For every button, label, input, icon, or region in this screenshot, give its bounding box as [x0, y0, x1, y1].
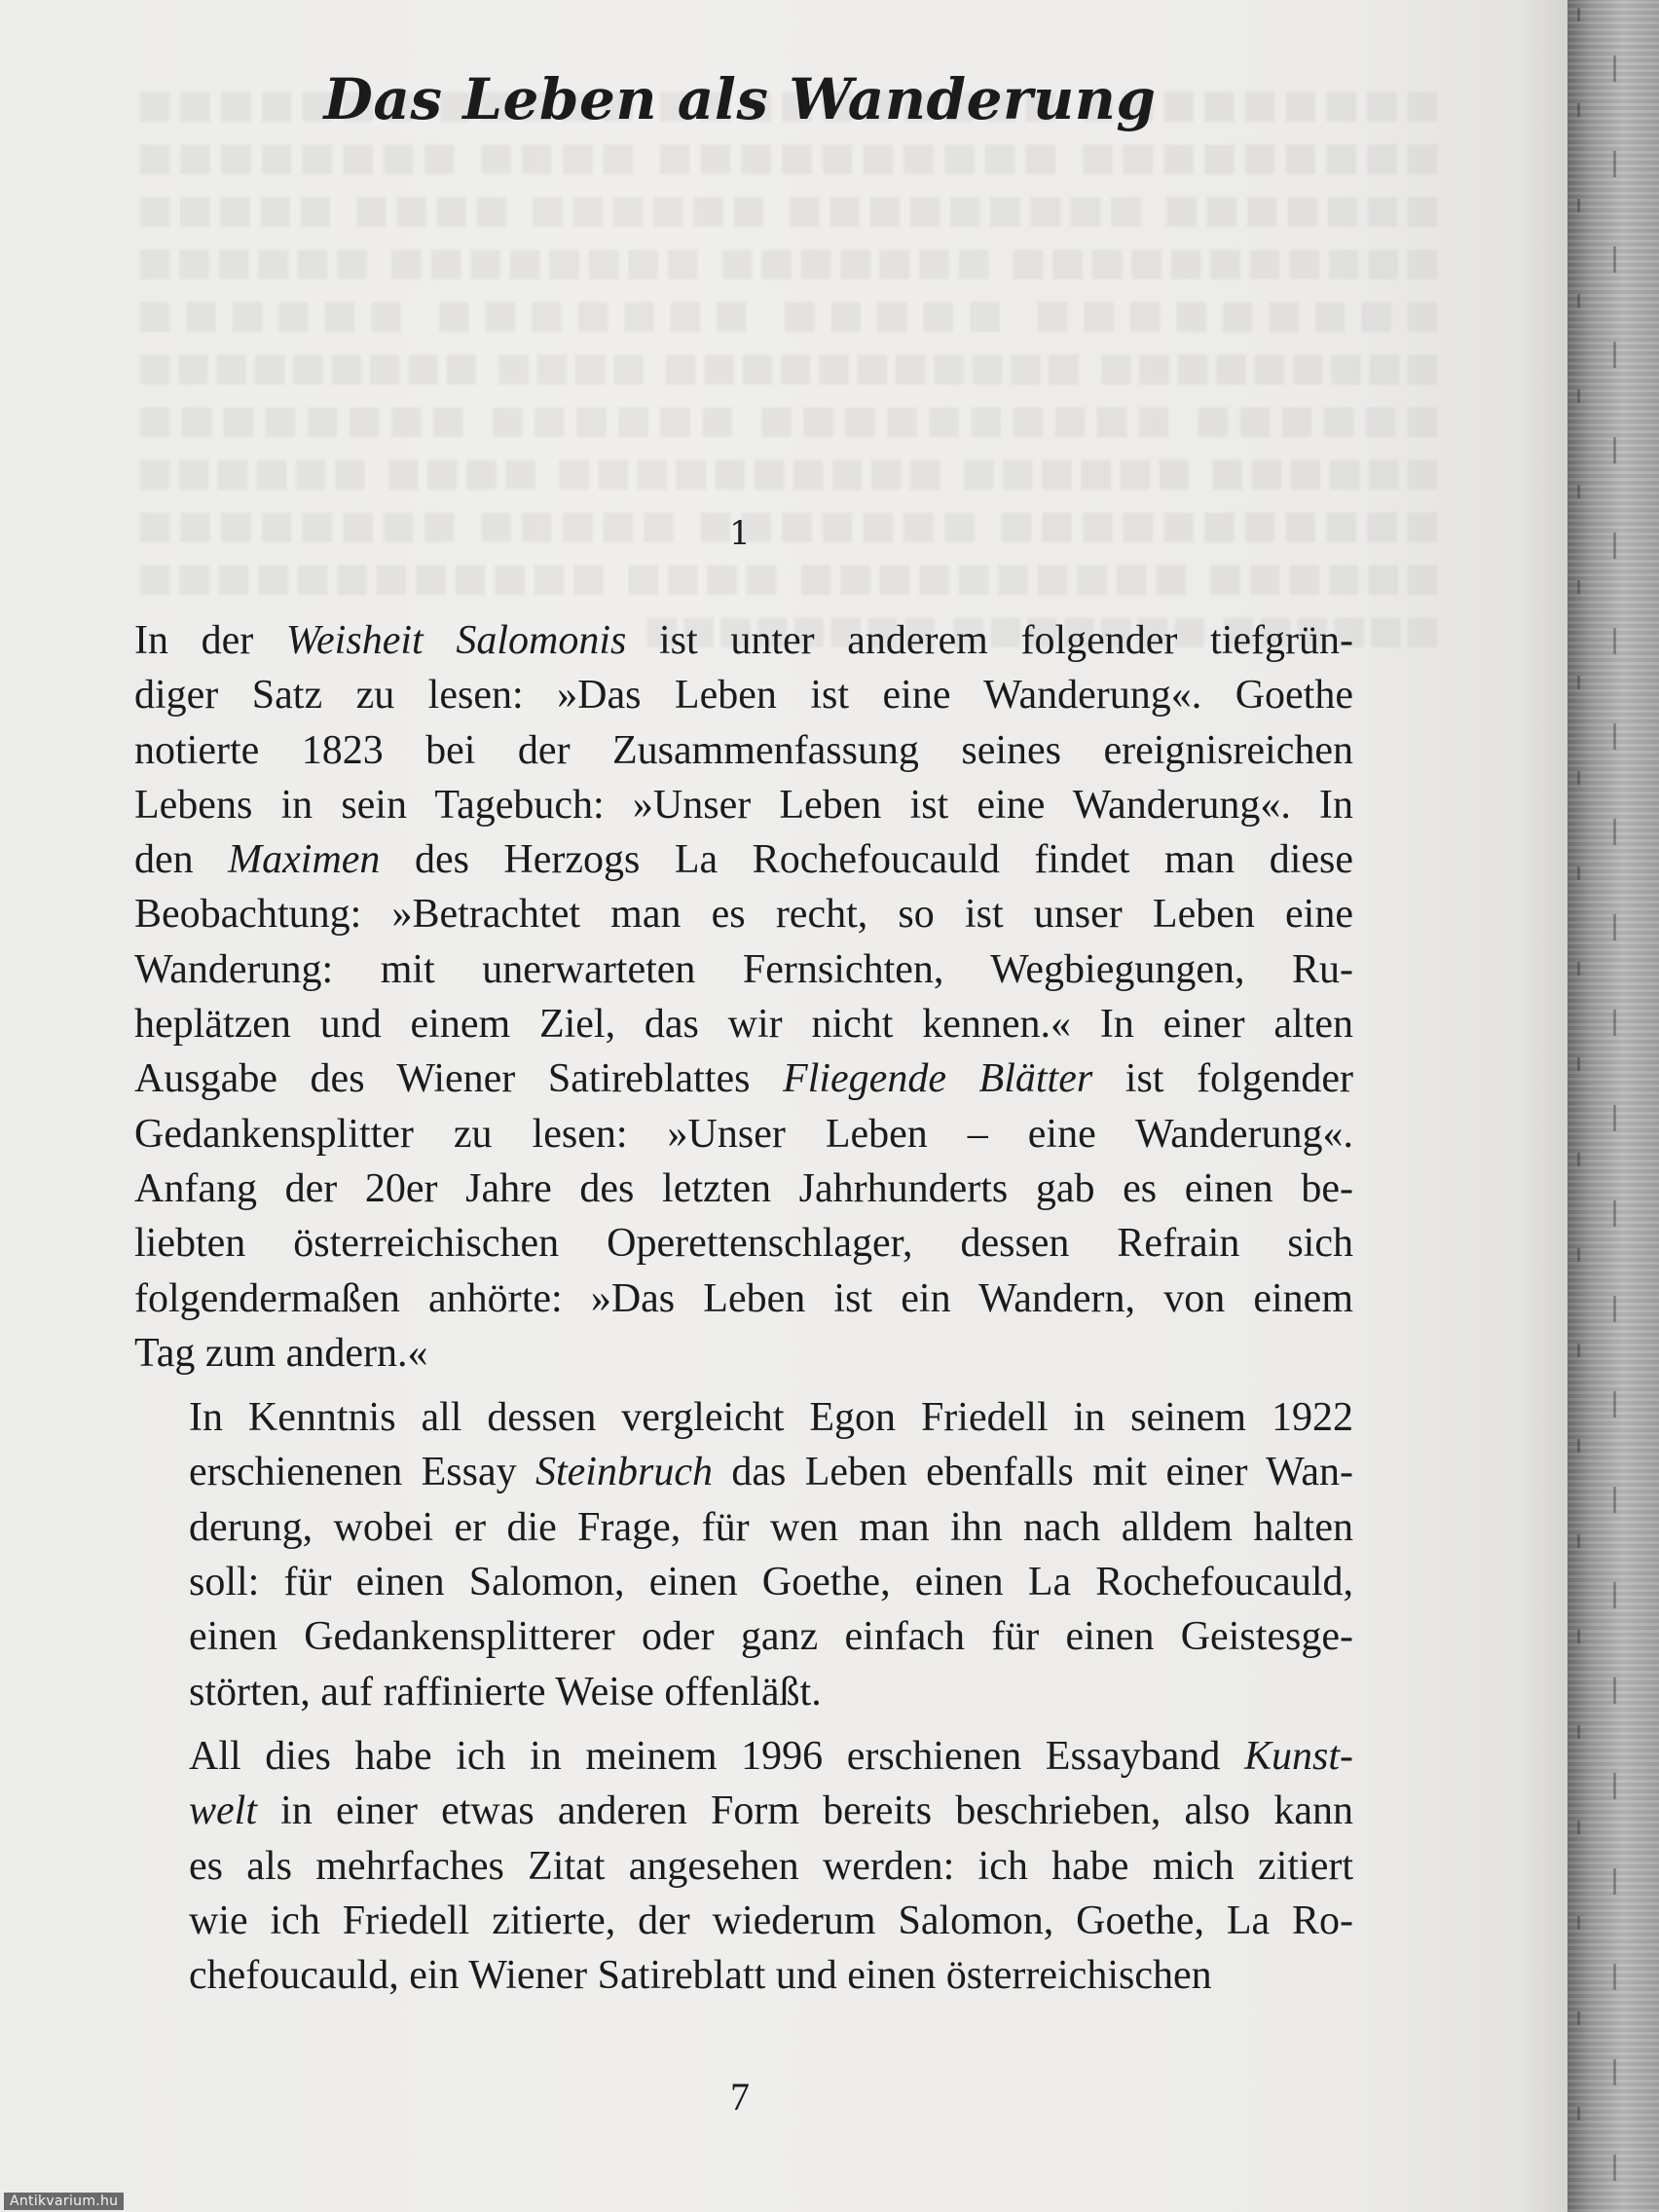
text-segment: notierte 1823 bei der Zusammenfassung seines ereignisreichen: [134, 727, 1353, 773]
spine-mark: [1613, 1582, 1616, 1608]
text-segment: ist unter anderem folgender tiefgrün-: [626, 618, 1353, 663]
spine-mark: [1577, 8, 1580, 21]
text-segment: den: [134, 837, 229, 883]
spine-mark: [1577, 485, 1580, 498]
spine-mark: [1577, 103, 1580, 117]
text-segment: chefoucauld, ein Wiener Satireblatt und einen österreichischen: [189, 1953, 1212, 1999]
spine-mark: [1577, 1821, 1580, 1834]
italic-title: Fliegende Blätter: [783, 1056, 1093, 1102]
text-segment: Gedankensplitter zu lesen: »Unser Leben – eine Wanderung«.: [134, 1111, 1353, 1157]
text-segment: störten, auf raffinierte Weise offenläßt.: [189, 1669, 822, 1714]
text-line: [134, 1729, 1353, 1784]
spine-mark: [1577, 1630, 1580, 1643]
spine-mark: [1613, 2155, 1616, 2181]
body-text: [134, 613, 1353, 2012]
spine-mark: [1577, 1153, 1580, 1166]
spine-mark: [1613, 1296, 1616, 1322]
italic-title: Kunst-: [1243, 1733, 1353, 1779]
chapter-title: Das Leben als Wanderung: [323, 66, 1157, 132]
text-line: [134, 1390, 1353, 1445]
text-segment: einen Gedankensplitterer oder ganz einfach für einen Geistesge-: [189, 1614, 1353, 1660]
spine-mark: [1577, 866, 1580, 880]
spine-mark: [1613, 1487, 1616, 1513]
text-line: [134, 1894, 1353, 1948]
spine-mark: [1613, 437, 1616, 463]
spine-mark: [1577, 962, 1580, 976]
spine-mark: [1613, 55, 1616, 82]
spine-mark: [1577, 1439, 1580, 1453]
italic-title: Maximen: [228, 837, 381, 883]
text-line: [134, 1051, 1353, 1106]
spine-mark: [1613, 1773, 1616, 1799]
text-line: [134, 1609, 1353, 1664]
text-segment: ist folgender: [1092, 1056, 1353, 1102]
spine-mark: [1577, 2011, 1580, 2025]
spine-mark: [1577, 771, 1580, 785]
spine-mark: [1613, 246, 1616, 273]
text-segment: derung, wobei er die Frage, für wen man ihn nach alldem halten: [189, 1504, 1353, 1550]
text-segment: Lebens in sein Tagebuch: »Unser Leben ist eine Wanderung«. In: [134, 782, 1353, 828]
spine-mark: [1577, 2107, 1580, 2120]
text-segment: Anfang der 20er Jahre des letzten Jahrhunderts gab es einen be-: [134, 1165, 1353, 1211]
spine-mark: [1613, 2059, 1616, 2085]
spine-mark: [1613, 342, 1616, 368]
italic-title: Steinbruch: [535, 1450, 713, 1495]
text-line: [134, 1272, 1353, 1326]
spine-mark: [1613, 1391, 1616, 1418]
spine-mark: [1613, 151, 1616, 177]
bleed-through-shadow: [136, 78, 1441, 656]
spine-mark: [1577, 1248, 1580, 1262]
text-segment: Tag zum andern.«: [134, 1330, 428, 1376]
paragraph: [134, 1390, 1353, 1719]
text-line: [134, 613, 1353, 668]
spine-mark: [1577, 1534, 1580, 1548]
text-line: [134, 832, 1353, 887]
page-number: 7: [730, 2075, 750, 2119]
text-line: [134, 1948, 1353, 2003]
text-line: [134, 1326, 1353, 1381]
text-segment: es als mehrfaches Zitat angesehen werden: ich habe mich zitiert: [189, 1843, 1353, 1889]
watermark: Antikvarium.hu: [4, 2193, 124, 2210]
paragraph: [134, 1729, 1353, 2003]
spine-mark: [1613, 1200, 1616, 1227]
spine-mark: [1577, 1057, 1580, 1071]
text-line: [134, 1107, 1353, 1161]
text-segment: folgendermaßen anhörte: »Das Leben ist ein Wandern, von einem: [134, 1275, 1353, 1321]
spine-mark: [1577, 1916, 1580, 1930]
spine-mark: [1613, 533, 1616, 559]
spine-mark: [1613, 1010, 1616, 1036]
text-line: [134, 1500, 1353, 1555]
text-segment: das Leben ebenfalls mit einer Wan-: [712, 1450, 1353, 1495]
text-segment: des Herzogs La Rochefoucauld findet man diese: [380, 837, 1353, 883]
spine-mark: [1577, 676, 1580, 689]
italic-title: Weisheit Salomonis: [285, 618, 627, 663]
paragraph: [134, 613, 1353, 1381]
spine-mark: [1577, 580, 1580, 594]
text-line: [134, 778, 1353, 832]
text-segment: diger Satz zu lesen: »Das Leben ist eine Wanderung«. Goethe: [134, 673, 1353, 719]
text-segment: heplätzen und einem Ziel, das wir nicht kennen.« In einer alten: [134, 1002, 1353, 1048]
italic-title: welt: [189, 1788, 257, 1834]
text-segment: All dies habe ich in meinem 1996 erschienen Essayband: [189, 1733, 1244, 1779]
text-line: [134, 997, 1353, 1051]
spine-mark: [1577, 1725, 1580, 1739]
spine-mark: [1577, 1344, 1580, 1357]
spine-mark: [1577, 199, 1580, 212]
text-line: [134, 1665, 1353, 1719]
text-segment: Beobachtung: »Betrachtet man es recht, so ist unser Leben eine: [134, 892, 1353, 938]
text-segment: soll: für einen Salomon, einen Goethe, einen La Rochefoucauld,: [189, 1560, 1353, 1605]
text-segment: Ausgabe des Wiener Satireblattes: [134, 1056, 784, 1102]
section-number: 1: [729, 514, 751, 553]
page-edge-shadow: [1519, 0, 1567, 2212]
text-segment: in einer etwas anderen Form bereits beschrieben, also kann: [257, 1788, 1353, 1834]
text-line: [134, 942, 1353, 997]
text-line: [134, 1784, 1353, 1838]
spine-mark: [1613, 914, 1616, 940]
spine-mark: [1613, 1868, 1616, 1895]
text-line: [134, 887, 1353, 941]
text-line: [134, 1216, 1353, 1271]
spine-mark: [1613, 723, 1616, 750]
text-line: [134, 1445, 1353, 1499]
text-line: [134, 1839, 1353, 1894]
spine-mark: [1613, 819, 1616, 845]
text-segment: wie ich Friedell zitierte, der wiederum Salomon, Goethe, La Ro-: [189, 1898, 1353, 1943]
spine-mark: [1613, 628, 1616, 654]
text-segment: In Kenntnis all dessen vergleicht Egon Friedell in seinem 1922: [189, 1395, 1353, 1441]
text-line: [134, 1555, 1353, 1609]
text-segment: erschienenen Essay: [189, 1450, 535, 1495]
spine-mark: [1577, 389, 1580, 403]
spine-mark: [1613, 1105, 1616, 1131]
text-line: [134, 723, 1353, 778]
text-segment: Wanderung: mit unerwarteten Fernsichten, Wegbiegungen, Ru-: [134, 946, 1353, 992]
spine-mark: [1613, 1964, 1616, 1990]
text-segment: liebten österreichischen Operettenschlager, dessen Refrain sich: [134, 1221, 1353, 1267]
book-spine: [1567, 0, 1659, 2212]
spine-mark: [1577, 294, 1580, 308]
text-line: [134, 1161, 1353, 1216]
spine-mark: [1613, 1677, 1616, 1704]
text-segment: In der: [134, 618, 286, 663]
text-line: [134, 668, 1353, 722]
